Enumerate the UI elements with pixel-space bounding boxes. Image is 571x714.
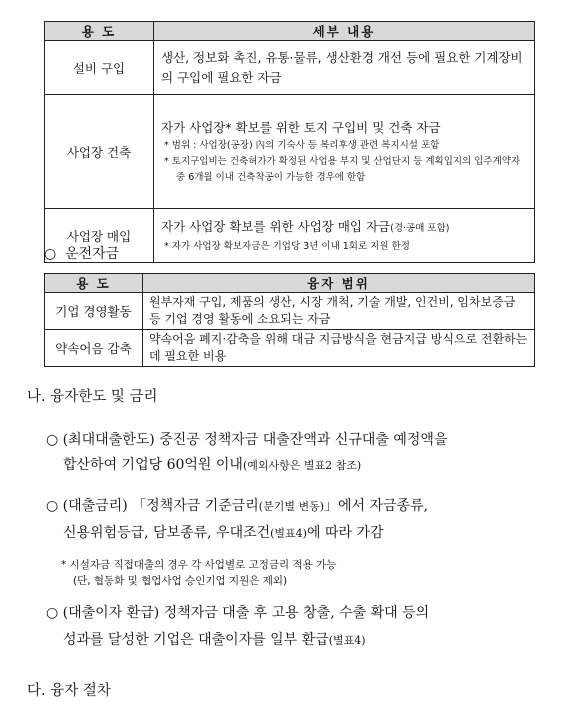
item-text: (대출금리) 「정책자금 기준금리 [62,498,259,514]
loan-rate-item [46,493,556,547]
section-heading-na: 나. 융자한도 및 금리 [27,389,158,405]
footnote-line: (단, 협동화 및 협업사업 승인기업 지원은 제외) [73,575,288,587]
section-heading-da: 다. 융자 절차 [27,683,111,699]
footnote-line: * 시설자금 직접대출의 경우 각 사업별로 고정금리 적용 가능 [61,559,337,571]
row-text: 약속어음 폐지·감축을 위해 대금 지급방식을 현금지급 방식으로 전환하는데 필요한 비용 [143,330,535,367]
table-header-row [45,274,535,293]
bullet-circle: ○ [44,246,57,262]
row-text: 생산, 정보화 촉진, 유통·물류, 생산환경 개선 등에 필요한 기계장비의 구입에 필요한 자금 [154,41,535,95]
header-details: 세부 내용 [154,22,535,41]
header-usage: 용 도 [45,22,154,41]
header-usage: 용 도 [45,274,143,293]
item-text: (최대대출한도) 중진공 정책자금 대출잔액과 신규대출 예정액을 [62,432,448,448]
interest-refund-item [46,600,556,654]
row-note: * 토지구입비는 건축허가가 확정된 사업용 부지 및 산업단지 등 계획입지의 입주계약자 중 6개월 이내 건축착공이 가능한 경우에 한함 [164,155,521,183]
bullet-circle: ○ [46,605,59,621]
item-text-small: (별표4) [328,634,366,647]
row-text-small: (경·공매 포함) [390,222,450,234]
interest-footnote [61,557,336,589]
row-text: 원부자재 구입, 제품의 생산, 시장 개척, 기술 개발, 인건비, 임차보증금 등 기업 경영 활동에 소요되는 자금 [143,293,535,330]
table-row [45,330,535,367]
table-row [45,95,535,209]
bullet-circle: ○ [46,432,59,448]
row-category: 약속어음 감축 [45,330,143,367]
table-header-row [45,22,535,41]
item-text: 합산하여 기업당 60억원 이내 [63,457,243,473]
table-row [45,293,535,330]
working-capital-table [44,273,535,367]
item-text: 성과를 달성한 기업은 대출이자를 일부 환급 [63,632,329,648]
row-note: * 범위 : 사업장(공장) 內의 기숙사 등 복리후생 관련 복지시설 포함 [164,139,440,151]
item-text: 에 따라 가감 [306,525,384,541]
section-working-capital [44,243,119,263]
row-category: 설비 구입 [45,41,154,95]
row-text: 자가 사업장 확보를 위한 사업장 매입 자금 [161,218,391,234]
table-row [45,41,535,95]
facility-fund-table [44,21,535,263]
row-category: 기업 경영활동 [45,293,143,330]
item-text-small: (예외사항은 별표2 참조) [242,459,362,472]
row-category: 사업장 매입 [45,209,154,263]
row-category: 사업장 건축 [45,95,154,209]
row-note: * 자가 사업장 확보자금은 기업당 3년 이내 1회로 지원 한정 [164,240,410,252]
item-text-small: (분기별 변동) [258,500,325,513]
item-text: (대출이자 환급) 정책자금 대출 후 고용 창출, 수출 확대 등의 [62,605,430,621]
item-text: 」에서 자금종류, [324,498,429,514]
max-loan-limit-item [46,428,546,478]
header-range: 융자 범위 [143,274,535,293]
row-text: 자가 사업장* 확보를 위한 토지 구입비 및 건축 자금 [161,119,441,135]
item-text: 신용위험등급, 담보종류, 우대조건 [63,525,271,541]
item-text-small: (별표4) [270,527,307,540]
section-label: 운전자금 [65,246,120,262]
bullet-circle: ○ [46,498,59,514]
